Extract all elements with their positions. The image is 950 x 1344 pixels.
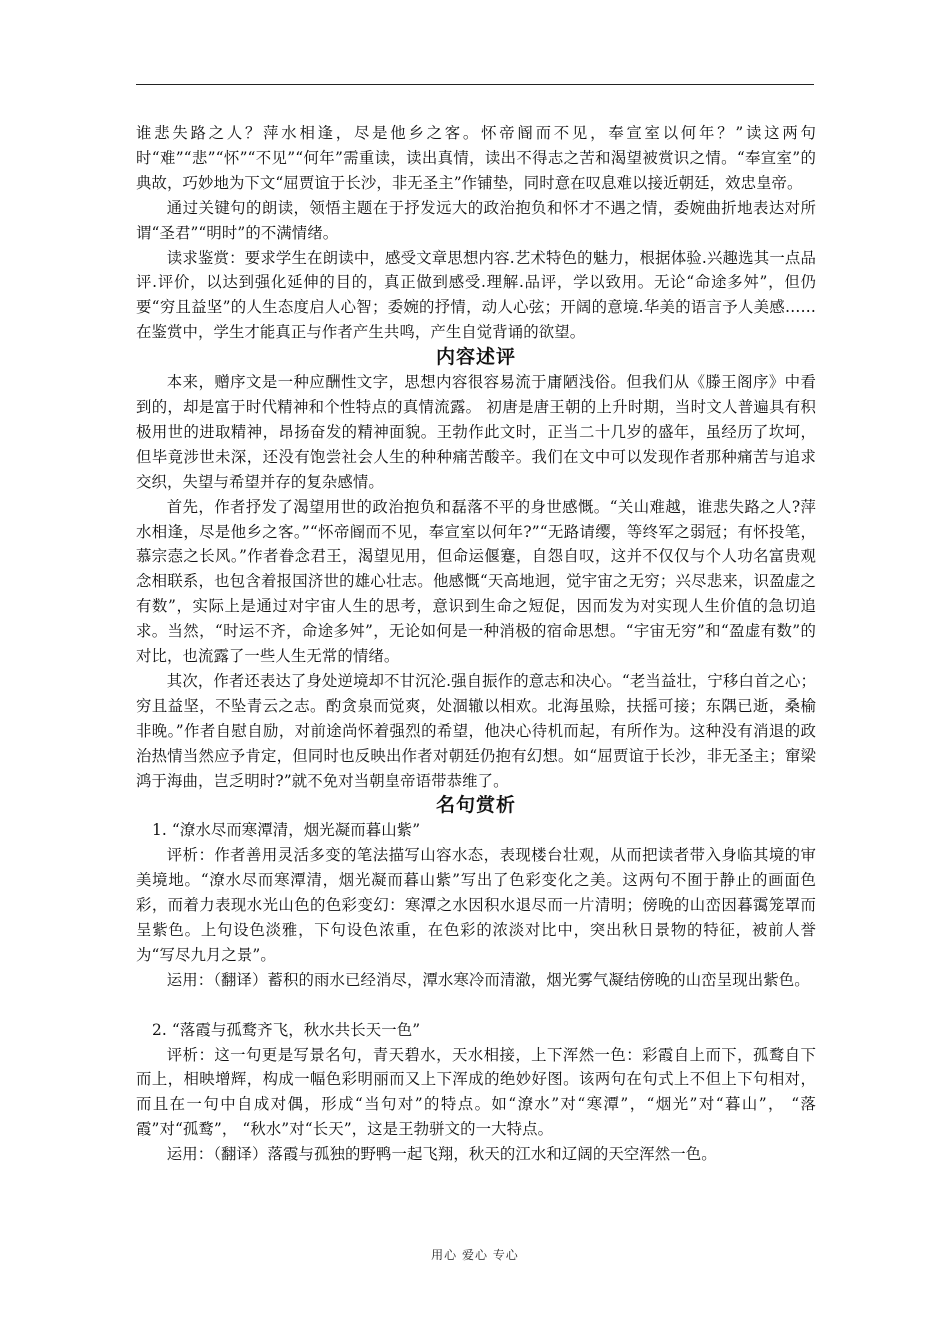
quote-title: 1. “潦水尽而寒潭清，烟光凝而暮山紫” <box>152 821 421 840</box>
section-heading-famous-lines: 名句赏析 <box>435 794 516 817</box>
paragraph: 通过关键句的朗读，领悟主题在于抒发远大的政治抱负和怀才不遇之情，委婉曲折地表达对所谓“圣君”“明时”的不满情绪。 <box>136 198 816 242</box>
header-rule <box>136 84 814 85</box>
section-heading-content-review: 内容述评 <box>435 346 516 369</box>
page-footer: 用心 爱心 专心 <box>431 1248 519 1262</box>
paragraph: 读求鉴赏：要求学生在朗读中，感受文章思想内容.艺术特色的魅力，根据体验.兴趣选其一点品评.评价，以达到强化延伸的目的，真正做到感受.理解.品评，学以致用。无论“命途多舛”，但仍要“穷且益坚”的人生态度启人心智；委婉的抒情，动人心弦；开阔的意境.华美的语言予人美感……在鉴赏中，学生才能真正与作者产生共鸣，产生自觉背诵的欲望。 <box>136 248 816 342</box>
document-body <box>136 121 816 1167</box>
paragraph: 其次，作者还表达了身处逆境却不甘沉沦.强自振作的意志和决心。“老当益壮，宁移白首之心；穷且益坚，不坠青云之志。酌贪泉而觉爽，处涸辙以相欢。北海虽赊，扶摇可接；东隅已逝，桑榆非晚。”作者自慰自励，对前途尚怀着强烈的希望，他决心待机而起，有所作为。这种没有消退的政治热情当然应予肯定，但同时也反映出作者对朝廷仍抱有幻想。如“屈贾谊于长沙，非无圣主；窜梁鸿于海曲，岂乏明时?”就不免对当朝皇帝语带恭维了。 <box>136 671 816 790</box>
paragraph: 首先，作者抒发了渴望用世的政治抱负和磊落不平的身世感慨。“关山难越，谁悲失路之人?萍水相逢，尽是他乡之客。”“怀帝阍而不见，奉宣室以何年?”“无路请缨，等终军之弱冠；有怀投笔，慕宗悫之长风。”作者眷念君王，渴望见用，但命运偃蹇，自怨自叹，这并不仅仅与个人功名富贵观念相联系，也包含着报国济世的雄心壮志。他感慨“天高地迥，觉宇宙之无穷；兴尽悲来，识盈虚之有数”，实际上是通过对宇宙人生的思考，意识到生命之短促，因而发为对实现人生价值的急切追求。当然，“时运不齐，命途多舛”，无论如何是一种消极的宿命思想。“宇宙无穷”和“盈虚有数”的对比，也流露了一些人生无常的情绪。 <box>136 497 816 666</box>
analysis-paragraph: 评析：这一句更是写景名句，青天碧水，天水相接，上下浑然一色：彩霞自上而下，孤鹜自下而上，相映增辉，构成一幅色彩明丽而又上下浑成的绝妙好图。该两句在句式上不但上下句相对，而且在一句中自成对偶，形成“当句对”的特点。如“潦水”对“寒潭”，“烟光”对“暮山”， “落霞”对“孤鹜”， “秋水”对“长天”，这是王勃骈文的一大特点。 <box>136 1045 816 1139</box>
paragraph: 本来，赠序文是一种应酬性文字，思想内容很容易流于庸陋浅俗。但我们从《滕王阁序》中看到的，却是富于时代精神和个性特点的真情流露。 初唐是唐王朝的上升时期，当时文人普遍具有积极用世的进取精神，昂扬奋发的精神面貌。王勃作此文时，正当二十几岁的盛年，虽经历了坎坷，但毕竟涉世未深，还没有饱尝社会人生的种种痛苦酸辛。我们在文中可以发现作者那种痛苦与追求交织，失望与希望并存的复杂感情。 <box>136 373 816 491</box>
spacer <box>136 993 816 1018</box>
usage-paragraph: 运用：（翻译）落霞与孤独的野鸭一起飞翔，秋天的江水和辽阔的天空浑然一色。 <box>166 1145 717 1164</box>
quote-title: 2. “落霞与孤鹜齐飞，秋水共长天一色” <box>152 1020 421 1039</box>
analysis-paragraph: 评析：作者善用灵活多变的笔法描写山容水态，表现楼台壮观，从而把读者带入身临其境的审美境地。“潦水尽而寒潭清，烟光凝而暮山紫”写出了色彩变化之美。这两句不囿于静止的画面色彩，而着力表现水光山色的色彩变幻：寒潭之水因积水退尽而一片清明；傍晚的山峦因暮霭笼罩而呈紫色。上句设色淡雅，下句设色浓重，在色彩的浓淡对比中，突出秋日景物的特征，被前人誉为“写尽九月之景”。 <box>136 846 816 964</box>
paragraph: 谁悲失路之人？萍水相逢，尽是他乡之客。怀帝阍而不见，奉宣室以何年？”读这两句时“难”“悲”“怀”“不见”“何年”需重读，读出真情，读出不得志之苦和渴望被赏识之情。“奉宣室”的典故，巧妙地为下文“屈贾谊于长沙，非无圣主”作铺垫，同时意在叹息难以接近朝廷，效忠皇帝。 <box>136 124 816 192</box>
usage-paragraph: 运用：（翻译）蓄积的雨水已经消尽，潭水寒冷而清澈，烟光雾气凝结傍晚的山峦呈现出紫色。 <box>166 970 810 989</box>
